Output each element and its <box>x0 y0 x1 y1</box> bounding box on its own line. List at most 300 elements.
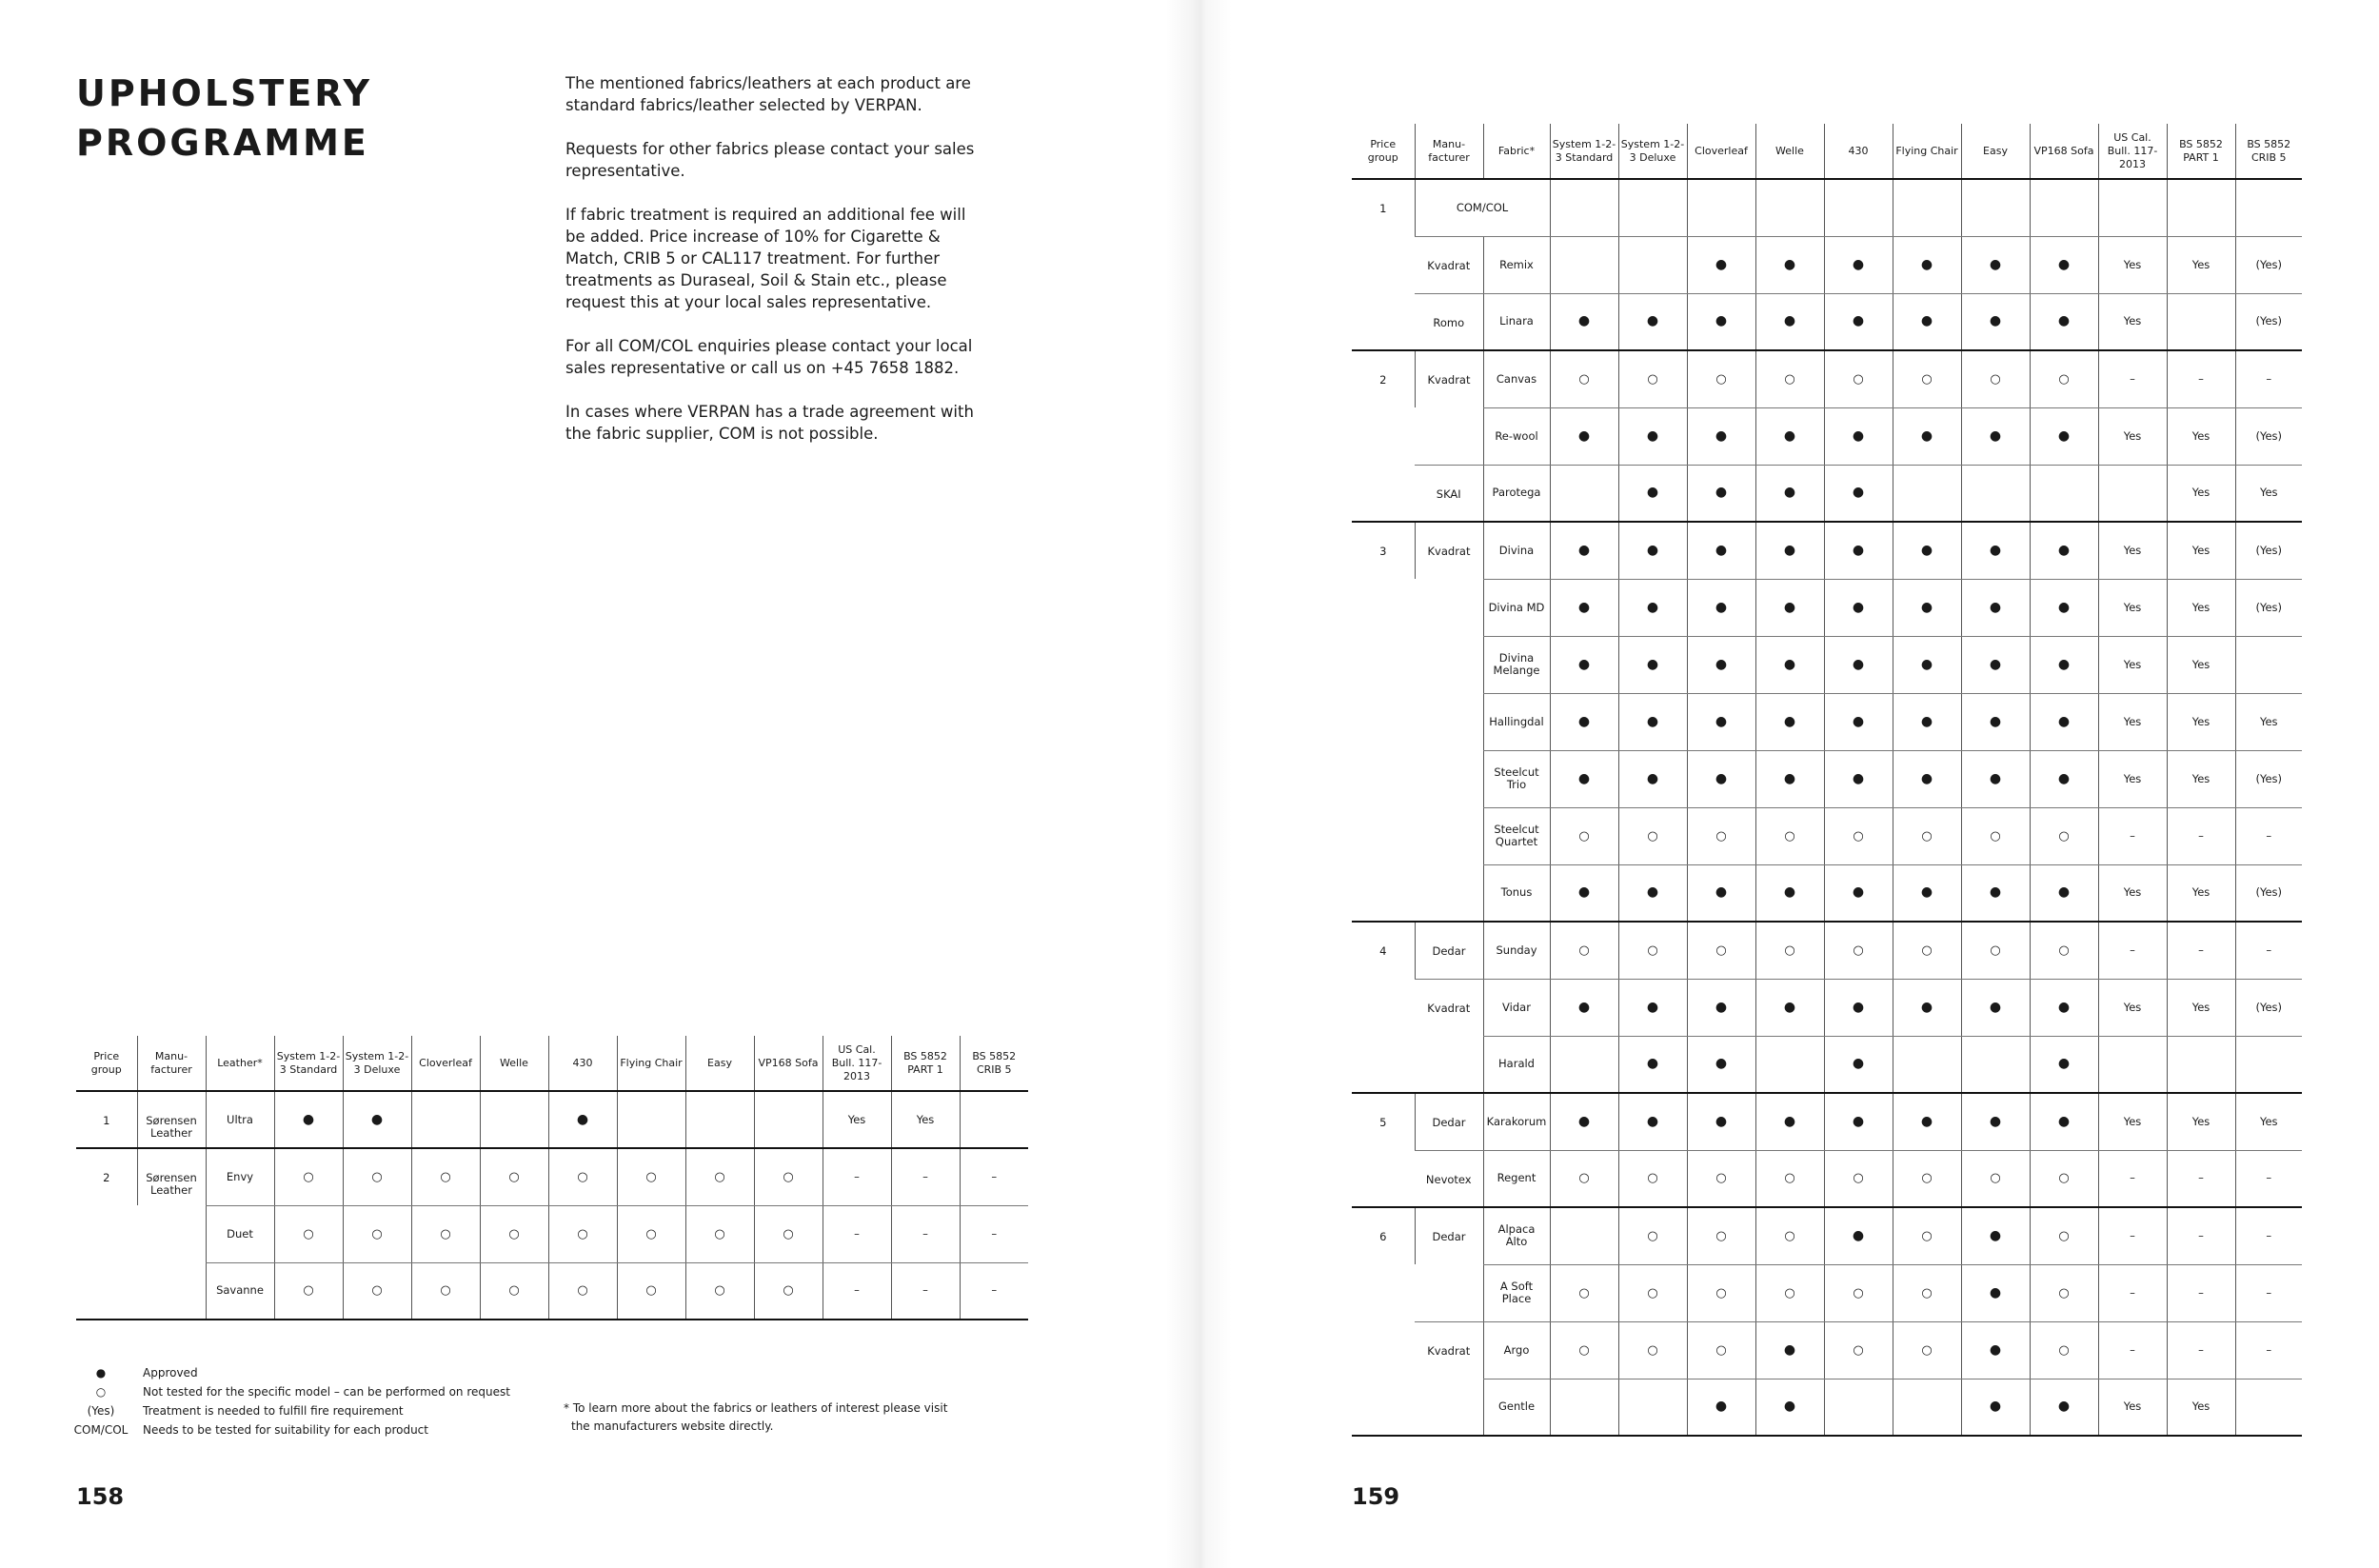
value-cell: ● <box>1618 1036 1687 1093</box>
intro-paragraph: The mentioned fabrics/leathers at each product are standard fabrics/leather selected by VERPAN. <box>565 74 971 114</box>
value-cell: ○ <box>274 1148 343 1205</box>
value-cell: ● <box>1961 1264 2030 1321</box>
value-cell: Yes <box>2098 1093 2167 1150</box>
value-cell: ○ <box>1893 1150 1961 1207</box>
value-cell: ● <box>1618 407 1687 465</box>
value-cell: ● <box>2030 1093 2098 1150</box>
fabric-name-cell: Argo <box>1483 1321 1550 1379</box>
table-row <box>1352 864 2302 922</box>
value-cell <box>1824 1379 1893 1436</box>
value-cell: – <box>960 1148 1028 1205</box>
value-cell: – <box>2098 1207 2167 1264</box>
value-cell: ○ <box>617 1148 685 1205</box>
value-cell: ○ <box>754 1262 823 1320</box>
value-cell <box>960 1091 1028 1148</box>
value-cell: – <box>2098 807 2167 864</box>
table-row <box>1352 1150 2302 1207</box>
value-cell: ○ <box>1550 922 1618 979</box>
value-cell: Yes <box>2235 465 2302 522</box>
fabric-name-cell: Regent <box>1483 1150 1550 1207</box>
value-cell: ○ <box>1961 807 2030 864</box>
table-row <box>1352 636 2302 693</box>
value-cell <box>1893 465 1961 522</box>
value-cell <box>1550 236 1618 293</box>
value-cell: ● <box>1687 979 1755 1036</box>
table-row <box>76 1262 1028 1320</box>
value-cell: ○ <box>343 1205 411 1262</box>
table-row <box>1352 350 2302 407</box>
value-cell: – <box>823 1205 891 1262</box>
value-cell: ● <box>1550 1093 1618 1150</box>
value-cell <box>1961 465 2030 522</box>
table-row <box>1352 1036 2302 1093</box>
value-cell <box>2030 179 2098 236</box>
value-cell: ● <box>1687 750 1755 807</box>
value-cell: ● <box>1961 979 2030 1036</box>
value-cell: – <box>2098 1321 2167 1379</box>
value-cell: (Yes) <box>2235 522 2302 579</box>
value-cell <box>2235 636 2302 693</box>
column-header: System 1-2-3 Deluxe <box>343 1036 411 1091</box>
table-row <box>1352 807 2302 864</box>
value-cell: – <box>2098 1150 2167 1207</box>
column-header: Fabric* <box>1483 124 1550 179</box>
value-cell: Yes <box>2167 1379 2235 1436</box>
value-cell: Yes <box>2167 579 2235 636</box>
value-cell: – <box>2098 1264 2167 1321</box>
fabric-name-cell: Re-wool <box>1483 407 1550 465</box>
value-cell: ○ <box>411 1148 480 1205</box>
table-row <box>1352 979 2302 1036</box>
price-group-cell: 2 <box>76 1148 137 1320</box>
title-line-2: PROGRAMME <box>76 122 369 164</box>
intro-text <box>565 72 984 466</box>
value-cell: ○ <box>411 1262 480 1320</box>
value-cell: ● <box>1755 693 1824 750</box>
value-cell <box>2030 465 2098 522</box>
value-cell: ● <box>1687 522 1755 579</box>
manufacturer-cell: Nevotex <box>1415 1150 1483 1207</box>
table-row <box>1352 1321 2302 1379</box>
value-cell: Yes <box>2167 465 2235 522</box>
value-cell: Yes <box>2098 750 2167 807</box>
table-row <box>1352 1264 2302 1321</box>
column-header: Price group <box>1352 124 1415 179</box>
column-header: Flying Chair <box>1893 124 1961 179</box>
column-header: System 1-2-3 Standard <box>274 1036 343 1091</box>
value-cell: ○ <box>685 1262 754 1320</box>
value-cell: ○ <box>1618 807 1687 864</box>
leather-name-cell: Savanne <box>206 1262 274 1320</box>
value-cell: ● <box>1893 293 1961 350</box>
value-cell: ● <box>1893 579 1961 636</box>
value-cell: ● <box>2030 693 2098 750</box>
value-cell: – <box>2167 1207 2235 1264</box>
fabric-name-cell: Karakorum <box>1483 1093 1550 1150</box>
value-cell: ● <box>1824 293 1893 350</box>
value-cell <box>1824 179 1893 236</box>
value-cell: ● <box>1550 636 1618 693</box>
value-cell <box>1618 179 1687 236</box>
value-cell: ○ <box>1550 1264 1618 1321</box>
value-cell: Yes <box>2167 979 2235 1036</box>
value-cell: ○ <box>1618 1264 1687 1321</box>
manufacturer-cell <box>1415 1379 1483 1436</box>
value-cell <box>1550 465 1618 522</box>
value-cell: ● <box>1755 1093 1824 1150</box>
value-cell: ○ <box>2030 350 2098 407</box>
value-cell: Yes <box>2098 293 2167 350</box>
value-cell: ○ <box>1755 1150 1824 1207</box>
table-row <box>1352 1093 2302 1150</box>
value-cell: ● <box>1824 693 1893 750</box>
leather-name-cell: Duet <box>206 1205 274 1262</box>
value-cell: Yes <box>2098 864 2167 922</box>
manufacturer-cell <box>137 1205 206 1262</box>
value-cell: ○ <box>1618 1150 1687 1207</box>
value-cell: ● <box>1618 979 1687 1036</box>
manufacturer-cell <box>137 1262 206 1320</box>
manufacturer-cell: SKAI <box>1415 465 1483 522</box>
value-cell: ● <box>1618 579 1687 636</box>
value-cell: ○ <box>1618 1321 1687 1379</box>
value-cell: (Yes) <box>2235 750 2302 807</box>
table-row <box>76 1148 1028 1205</box>
column-header: Flying Chair <box>617 1036 685 1091</box>
value-cell: ● <box>1961 407 2030 465</box>
value-cell: ● <box>2030 1379 2098 1436</box>
leather-name-cell: Ultra <box>206 1091 274 1148</box>
table-row <box>1352 179 2302 236</box>
manufacturer-cell: Kvadrat <box>1415 350 1483 407</box>
fabric-name-cell: Steelcut Trio <box>1483 750 1550 807</box>
value-cell: ● <box>1961 522 2030 579</box>
column-header: VP168 Sofa <box>754 1036 823 1091</box>
price-group-cell: 1 <box>76 1091 137 1148</box>
value-cell: ● <box>1687 864 1755 922</box>
table-row <box>1352 1379 2302 1436</box>
value-cell: ● <box>2030 1036 2098 1093</box>
table-row <box>1352 465 2302 522</box>
value-cell: ● <box>2030 636 2098 693</box>
table-row <box>1352 1207 2302 1264</box>
table-body <box>1352 179 2302 1436</box>
value-cell <box>2235 179 2302 236</box>
value-cell: ○ <box>2030 1264 2098 1321</box>
intro-paragraph: For all COM/COL enquiries please contact your local sales representative or call us on +45 7658 1882. <box>565 337 973 377</box>
value-cell: ● <box>1893 636 1961 693</box>
value-cell: ○ <box>1618 350 1687 407</box>
price-group-cell: 4 <box>1352 922 1415 1093</box>
fabric-name-cell: Divina Melange <box>1483 636 1550 693</box>
value-cell: – <box>891 1262 960 1320</box>
value-cell: ○ <box>2030 807 2098 864</box>
value-cell: ● <box>1893 1093 1961 1150</box>
column-header: Welle <box>1755 124 1824 179</box>
value-cell: ○ <box>2030 1321 2098 1379</box>
manufacturer-cell <box>1415 864 1483 922</box>
value-cell: ○ <box>1618 922 1687 979</box>
value-cell: ● <box>1687 293 1755 350</box>
value-cell: ○ <box>480 1262 548 1320</box>
column-header: VP168 Sofa <box>2030 124 2098 179</box>
column-header: Manu-facturer <box>137 1036 206 1091</box>
value-cell: ● <box>1550 522 1618 579</box>
value-cell <box>2098 1036 2167 1093</box>
legend-item <box>59 1420 510 1439</box>
value-cell: ● <box>1687 1036 1755 1093</box>
value-cell: ● <box>1893 522 1961 579</box>
value-cell: ● <box>1824 636 1893 693</box>
value-cell: Yes <box>2098 236 2167 293</box>
value-cell: ○ <box>1893 350 1961 407</box>
fabric-name-cell: Alpaca Alto <box>1483 1207 1550 1264</box>
value-cell: – <box>823 1262 891 1320</box>
value-cell: Yes <box>823 1091 891 1148</box>
fabric-name-cell: Hallingdal <box>1483 693 1550 750</box>
value-cell: ○ <box>1687 1150 1755 1207</box>
legend-text: Not tested for the specific model – can be performed on request <box>143 1385 510 1399</box>
table-row <box>76 1205 1028 1262</box>
value-cell: Yes <box>891 1091 960 1148</box>
value-cell <box>2167 179 2235 236</box>
fabric-name-cell: Sunday <box>1483 922 1550 979</box>
value-cell: – <box>2167 1150 2235 1207</box>
value-cell: ● <box>1755 522 1824 579</box>
column-header: Cloverleaf <box>411 1036 480 1091</box>
value-cell <box>1687 179 1755 236</box>
value-cell <box>1618 1379 1687 1436</box>
value-cell: – <box>2167 807 2235 864</box>
value-cell <box>1550 1207 1618 1264</box>
manufacturer-cell: Dedar <box>1415 1093 1483 1150</box>
value-cell: ● <box>1550 979 1618 1036</box>
column-header: BS 5852 CRIB 5 <box>2235 124 2302 179</box>
value-cell: ● <box>1618 1093 1687 1150</box>
value-cell: Yes <box>2098 979 2167 1036</box>
intro-paragraph: Requests for other fabrics please contact your sales representative. <box>565 140 975 180</box>
value-cell <box>2235 1036 2302 1093</box>
page-number-right: 159 <box>1352 1483 1400 1510</box>
legend-symbol: (Yes) <box>87 1404 115 1418</box>
value-cell: ● <box>1687 636 1755 693</box>
fabric-name-cell: Linara <box>1483 293 1550 350</box>
value-cell: – <box>2235 1321 2302 1379</box>
value-cell: (Yes) <box>2235 407 2302 465</box>
value-cell: ○ <box>480 1205 548 1262</box>
value-cell: ● <box>274 1091 343 1148</box>
value-cell: ○ <box>1755 350 1824 407</box>
table-row <box>1352 693 2302 750</box>
price-group-cell: 6 <box>1352 1207 1415 1436</box>
fabric-name-cell: Gentle <box>1483 1379 1550 1436</box>
value-cell: ○ <box>1687 807 1755 864</box>
value-cell: ● <box>1893 407 1961 465</box>
value-cell: ● <box>1755 864 1824 922</box>
fabric-name-cell: Harald <box>1483 1036 1550 1093</box>
footnote <box>564 1399 963 1436</box>
value-cell: ● <box>1961 1207 2030 1264</box>
value-cell: ● <box>2030 293 2098 350</box>
value-cell: ○ <box>480 1148 548 1205</box>
value-cell: ● <box>1618 750 1687 807</box>
manufacturer-cell <box>1415 407 1483 465</box>
value-cell: ● <box>1824 864 1893 922</box>
value-cell: ○ <box>411 1205 480 1262</box>
value-cell: ○ <box>343 1262 411 1320</box>
value-cell <box>1550 1379 1618 1436</box>
value-cell: ● <box>1618 693 1687 750</box>
value-cell: ● <box>2030 750 2098 807</box>
legend-item <box>59 1401 510 1420</box>
legend-text: Needs to be tested for suitability for each product <box>143 1423 428 1437</box>
value-cell: Yes <box>2098 407 2167 465</box>
table-row <box>1352 750 2302 807</box>
value-cell <box>1893 179 1961 236</box>
value-cell: ● <box>1755 236 1824 293</box>
value-cell: ○ <box>754 1205 823 1262</box>
legend-item <box>59 1382 510 1401</box>
value-cell: Yes <box>2098 522 2167 579</box>
value-cell <box>411 1091 480 1148</box>
column-header: US Cal. Bull. 117-2013 <box>2098 124 2167 179</box>
value-cell <box>1755 1036 1824 1093</box>
value-cell: – <box>2167 350 2235 407</box>
value-cell: – <box>2167 1321 2235 1379</box>
value-cell: ● <box>1961 236 2030 293</box>
intro-paragraph: In cases where VERPAN has a trade agreement with the fabric supplier, COM is not possible. <box>565 403 974 443</box>
value-cell: Yes <box>2167 407 2235 465</box>
value-cell <box>2098 179 2167 236</box>
leather-table <box>76 1036 1028 1320</box>
legend <box>59 1363 510 1439</box>
page-number-left: 158 <box>76 1483 125 1510</box>
value-cell: – <box>891 1148 960 1205</box>
table-row <box>1352 236 2302 293</box>
value-cell: ● <box>1550 407 1618 465</box>
manufacturer-cell: Romo <box>1415 293 1483 350</box>
value-cell: ● <box>1687 579 1755 636</box>
manufacturer-cell: Sørensen Leather <box>137 1148 206 1205</box>
value-cell: – <box>2235 922 2302 979</box>
value-cell: ○ <box>1550 1150 1618 1207</box>
column-header: Easy <box>685 1036 754 1091</box>
value-cell: (Yes) <box>2235 579 2302 636</box>
value-cell <box>1961 1036 2030 1093</box>
fabric-name-cell: A Soft Place <box>1483 1264 1550 1321</box>
value-cell: ○ <box>1893 1321 1961 1379</box>
manufacturer-cell <box>1415 750 1483 807</box>
value-cell: ○ <box>274 1262 343 1320</box>
value-cell: ● <box>1755 1321 1824 1379</box>
fabric-name-cell: Divina <box>1483 522 1550 579</box>
value-cell: – <box>2235 350 2302 407</box>
value-cell: ● <box>2030 236 2098 293</box>
table-row <box>1352 293 2302 350</box>
value-cell: – <box>2235 1264 2302 1321</box>
value-cell <box>2098 465 2167 522</box>
value-cell: ● <box>1755 293 1824 350</box>
value-cell: ● <box>1755 407 1824 465</box>
value-cell: ● <box>1893 693 1961 750</box>
value-cell: ○ <box>2030 922 2098 979</box>
value-cell: ● <box>1687 465 1755 522</box>
value-cell: – <box>2235 1150 2302 1207</box>
value-cell: ○ <box>1893 922 1961 979</box>
value-cell: ● <box>1687 1093 1755 1150</box>
manufacturer-cell: Kvadrat <box>1427 1343 1471 1358</box>
value-cell: ● <box>1687 236 1755 293</box>
value-cell: ● <box>1755 465 1824 522</box>
value-cell: – <box>2098 922 2167 979</box>
table-row <box>76 1091 1028 1148</box>
value-cell: ○ <box>1824 1150 1893 1207</box>
price-group-cell: 2 <box>1352 350 1415 522</box>
value-cell: ○ <box>1893 1264 1961 1321</box>
value-cell: ● <box>1550 750 1618 807</box>
value-cell: ● <box>1824 236 1893 293</box>
value-cell: ● <box>1755 750 1824 807</box>
value-cell: ● <box>1687 407 1755 465</box>
value-cell: ● <box>1824 979 1893 1036</box>
table-row <box>1352 407 2302 465</box>
manufacturer-cell: Dedar <box>1415 922 1483 979</box>
manufacturer-cell <box>1415 1264 1483 1321</box>
manufacturer-cell: Dedar <box>1415 1207 1483 1264</box>
legend-item <box>59 1363 510 1382</box>
value-cell: ○ <box>1687 350 1755 407</box>
value-cell: ● <box>1961 1093 2030 1150</box>
column-header: BS 5852 CRIB 5 <box>960 1036 1028 1091</box>
value-cell <box>1893 1036 1961 1093</box>
intro-paragraph: If fabric treatment is required an additional fee will be added. Price increase of 10% for Cigarette & Match, CRIB 5 or CAL117 treatment. For further treatments as Duraseal, Soil & Stain etc., please request this at your local sales representative. <box>565 206 966 311</box>
value-cell: ○ <box>1961 922 2030 979</box>
value-cell: ○ <box>548 1262 617 1320</box>
column-header: System 1-2-3 Standard <box>1550 124 1618 179</box>
value-cell <box>2167 293 2235 350</box>
value-cell: ○ <box>1550 350 1618 407</box>
footnote-line: * To learn more about the fabrics or leathers of interest please visit <box>564 1401 948 1415</box>
value-cell: ● <box>1550 864 1618 922</box>
value-cell: ○ <box>1824 350 1893 407</box>
value-cell: Yes <box>2098 1379 2167 1436</box>
value-cell: ● <box>2030 979 2098 1036</box>
fabric-name-cell: Vidar <box>1483 979 1550 1036</box>
value-cell: Yes <box>2098 636 2167 693</box>
value-cell: ● <box>1961 293 2030 350</box>
value-cell: (Yes) <box>2235 293 2302 350</box>
value-cell: ○ <box>1961 1150 2030 1207</box>
value-cell: Yes <box>2167 522 2235 579</box>
value-cell: ○ <box>1755 1207 1824 1264</box>
com-col-cell: COM/COL <box>1415 179 1550 236</box>
manufacturer-cell <box>1415 807 1483 864</box>
value-cell: Yes <box>2167 864 2235 922</box>
value-cell: – <box>2098 350 2167 407</box>
value-cell: ○ <box>2030 1207 2098 1264</box>
value-cell: ○ <box>1824 807 1893 864</box>
value-cell: ○ <box>1687 1207 1755 1264</box>
column-header: Price group <box>76 1036 137 1091</box>
value-cell: ● <box>1618 864 1687 922</box>
value-cell <box>2235 1379 2302 1436</box>
column-header: Cloverleaf <box>1687 124 1755 179</box>
manufacturer-cell <box>1415 636 1483 693</box>
table-header-row <box>76 1036 1028 1091</box>
value-cell: (Yes) <box>2235 979 2302 1036</box>
value-cell: ● <box>1824 1207 1893 1264</box>
value-cell: ● <box>1893 864 1961 922</box>
